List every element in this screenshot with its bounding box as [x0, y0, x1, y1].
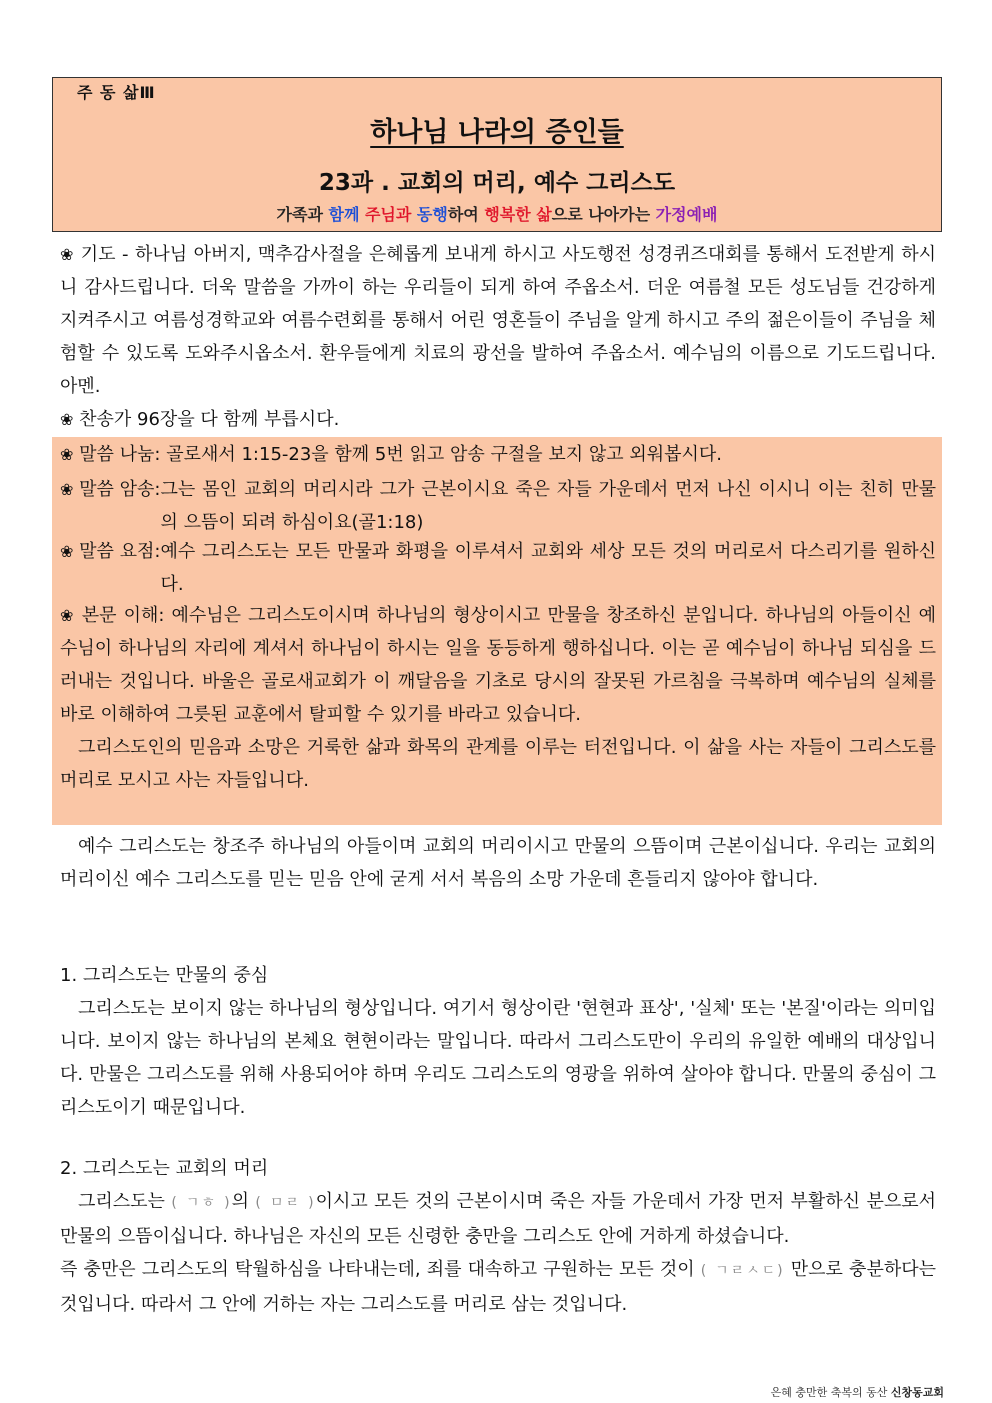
memory-text: 그는 몸인 교회의 머리시라 그가 근본이시요 죽은 자들 가운데서 먼저 나신 이시니 이는 친히 만물의 으뜸이 되려 하심이요(골1:18) [160, 479, 936, 533]
section-2 [60, 1152, 936, 1321]
footer [771, 1384, 944, 1400]
flower-bullet-icon: ❀ [60, 410, 74, 429]
memory-section [60, 473, 936, 539]
flower-bullet-icon: ❀ [60, 245, 75, 264]
understanding-text-2: 그리스도인의 믿음과 소망은 거룩한 삶과 화목의 관계를 이루는 터전입니다. 이 삶을 사는 자들이 그리스도를 머리로 모시고 사는 자들입니다. [60, 737, 936, 791]
flower-bullet-icon: ❀ [60, 480, 74, 499]
understanding-text: 예수님은 그리스도이시며 하나님의 형상이시고 만물을 창조하신 분입니다. 하나님의 아들이신 예수님이 하나님의 자리에 계셔서 하나님이 하시는 일을 동등하게 행하십니다. 이는 곧 예수님이 하나님 되심을 드러내는 것입니다. 바울은 골로새교회가 이 깨달음을 기초로 당시의 잘못된 가르침을 극복하며 예수님의 실체를 바로 이해하여 그릇된 교훈에서 탈피할 수 있기를 바라고 있습니다. [60, 605, 936, 725]
footer-text: 은혜 충만한 축복의 동산 [770, 1386, 891, 1399]
hymn-section [60, 403, 936, 436]
understanding-label: 본문 이해: [81, 605, 172, 626]
section-2-heading: 2. 그리스도는 교회의 머리 [60, 1158, 269, 1179]
flower-bullet-icon: ❀ [60, 445, 74, 464]
fill-in-blank: ( ㄱㄹㅅㄷ) [700, 1263, 785, 1279]
prayer-text: 하나님 아버지, 맥추감사절을 은혜롭게 보내게 하시고 사도행전 성경퀴즈대회를 통해서 도전받게 하시니 감사드립니다. 더욱 말씀을 가까이 하는 우리들이 되게 하여 주옵소서. 더운 여름철 모든 성도님들 건강하게 지켜주시고 여름성경학교와 여름수련회를 통해서 어린 영혼들이 주님을 알게 하시고 주의 젊은이들이 주님을 체험할 수 있도록 도와주시옵소서. 환우들에게 치료의 광선을 발하여 주옵소서. 예수님의 이름으로 기도드립니다. 아멘. [60, 244, 937, 397]
summary-text: 예수 그리스도는 모든 만물과 화평을 이루셔서 교회와 세상 모든 것의 머리로서 다스리기를 원하신다. [160, 541, 936, 595]
prayer-label: 기도 - [80, 244, 135, 265]
intro-section [60, 830, 936, 896]
tagline: 가족과 함께 주님과 동행하여 행복한 삶으로 나아가는 가정예배 [276, 205, 718, 224]
lesson-title: 23과 . 교회의 머리, 예수 그리스도 [318, 170, 676, 196]
page-title: 하나님 나라의 증인들 [370, 117, 624, 148]
summary-section [60, 535, 936, 601]
hymn-text: 찬송가 96장을 다 함께 부릅시다. [79, 409, 340, 430]
series-label: 주 동 삶Ⅲ [77, 83, 156, 102]
section-1 [60, 959, 936, 1124]
summary-label: 말씀 요점: [79, 541, 161, 562]
sharing-section [60, 438, 936, 471]
understanding-section [60, 599, 936, 797]
prayer-section [60, 238, 936, 403]
flower-bullet-icon: ❀ [60, 542, 74, 561]
memory-label: 말씀 암송: [79, 479, 161, 500]
sharing-label: 말씀 나눔: [79, 444, 167, 465]
fill-in-blank: ( ㄱㅎ ) [171, 1195, 232, 1211]
sharing-text: 골로새서 1:15-23을 함께 5번 읽고 암송 구절을 보지 않고 외워봅시다. [166, 444, 723, 465]
section-2-text-1: 그리스도는 ( ㄱㅎ )의 ( ㅁㄹ )이시고 모든 것의 근본이시며 죽은 자들 가운데서 가장 먼저 부활하신 분으로서 만물의 으뜸이십니다. 하나님은 자신의 모든 신령한 충만을 그리스도 안에 거하게 하셨습니다. [60, 1191, 936, 1247]
section-1-text: 그리스도는 보이지 않는 하나님의 형상입니다. 여기서 형상이란 '현현과 표상', '실체' 또는 '본질'이라는 의미입니다. 보이지 않는 하나님의 본체요 현현이라는 말입니다. 따라서 그리스도만이 우리의 유일한 예배의 대상입니다. 만물은 그리스도를 위해 사용되어야 하며 우리도 그리스도의 영광을 위하여 살아야 합니다. 만물의 중심이 그리스도이기 때문입니다. [60, 998, 936, 1118]
flower-bullet-icon: ❀ [60, 606, 75, 625]
section-1-heading: 1. 그리스도는 만물의 중심 [60, 965, 269, 986]
intro-text: 예수 그리스도는 창조주 하나님의 아들이며 교회의 머리이시고 만물의 으뜸이며 근본이십니다. 우리는 교회의 머리이신 예수 그리스도를 믿는 믿음 안에 굳게 서서 복음의 소망 가운데 흔들리지 않아야 합니다. [60, 836, 936, 890]
section-2-text-2: 즉 충만은 그리스도의 탁월하심을 나타내는데, 죄를 대속하고 구원하는 모든 것이 ( ㄱㄹㅅㄷ) 만으로 충분하다는 것입니다. 따라서 그 안에 거하는 자는 그리스도를 머리로 삼는 것입니다. [60, 1259, 936, 1315]
church-name: 신창동교회 [890, 1386, 944, 1399]
fill-in-blank: ( ㅁㄹ ) [255, 1195, 316, 1211]
lesson-header [52, 77, 942, 232]
